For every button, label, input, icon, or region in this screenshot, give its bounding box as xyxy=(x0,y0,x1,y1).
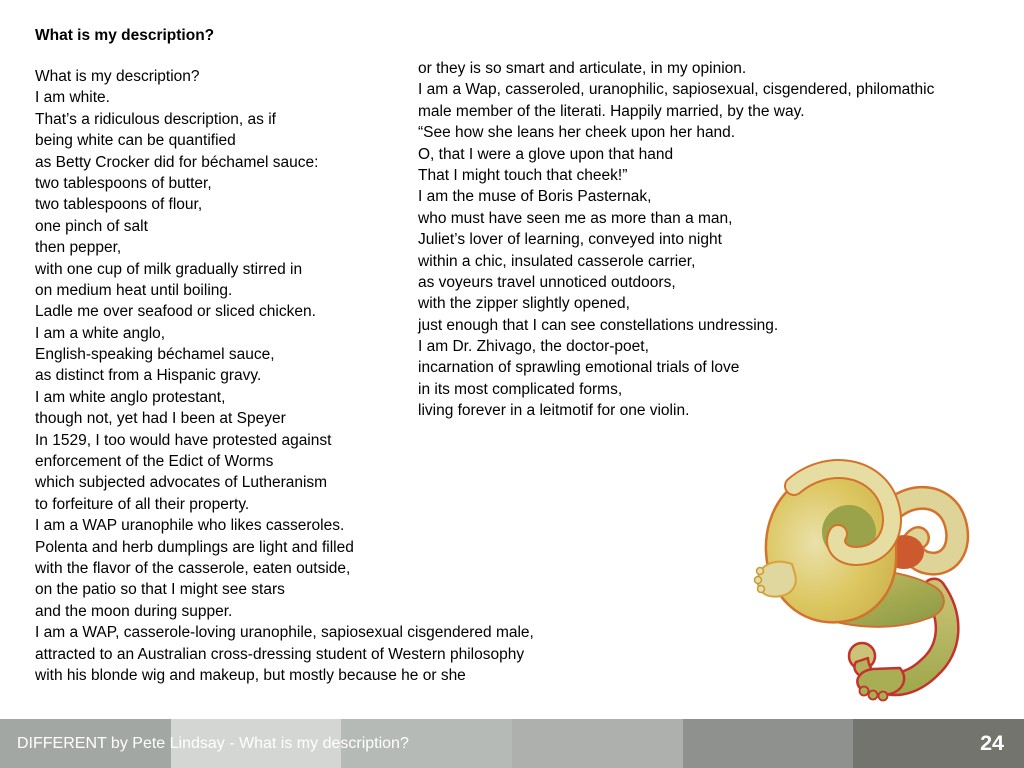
poem-line: with his blonde wig and makeup, but mostly because he or she xyxy=(35,666,466,684)
poem-line: incarnation of sprawling emotional trials of love xyxy=(418,359,740,377)
poem-line: I am white. xyxy=(35,89,110,107)
poem-line: I am a WAP, casserole-loving uranophile, sapiosexual cisgendered male, xyxy=(35,624,534,642)
poem-line: That’s a ridiculous description, as if xyxy=(35,110,276,128)
poem-line: within a chic, insulated casserole carrier, xyxy=(418,252,696,270)
footer-segment xyxy=(683,719,854,768)
poem-line: and the moon during supper. xyxy=(35,602,233,620)
poem-line: I am Dr. Zhivago, the doctor-poet, xyxy=(418,338,649,356)
poem-line: with one cup of milk gradually stirred in xyxy=(35,260,303,278)
poem-column-right xyxy=(418,58,934,422)
poem-line: “See how she leans her cheek upon her hand. xyxy=(418,124,736,142)
poem-line: In 1529, I too would have protested against xyxy=(35,431,332,449)
poem-line: enforcement of the Edict of Worms xyxy=(35,453,274,471)
page-number: 24 xyxy=(980,731,1004,755)
poem-line: male member of the literati. Happily married, by the way. xyxy=(418,102,805,120)
abstract-figure-painting xyxy=(752,452,992,702)
poem-line: two tablespoons of flour, xyxy=(35,196,203,214)
poem-line: in its most complicated forms, xyxy=(418,380,623,398)
footer-bar xyxy=(0,719,1024,768)
poem-line: living forever in a leitmotif for one violin. xyxy=(418,402,690,420)
poem-line: which subjected advocates of Lutheranism xyxy=(35,474,328,492)
poem-line: I am white anglo protestant, xyxy=(35,388,226,406)
poem-line: on the patio so that I might see stars xyxy=(35,581,285,599)
poem-line: O, that I were a glove upon that hand xyxy=(418,145,674,163)
poem-line: Polenta and herb dumplings are light and filled xyxy=(35,538,354,556)
figure-left-foot xyxy=(755,562,796,597)
poem-line: I am the muse of Boris Pasternak, xyxy=(418,188,652,206)
poem-line: though not, yet had I been at Speyer xyxy=(35,410,286,428)
abstract-figure-artwork xyxy=(752,452,992,702)
poem-line: What is my description? xyxy=(35,68,200,85)
footer-segment xyxy=(512,719,683,768)
poem-line: or they is so smart and articulate, in my opinion. xyxy=(418,60,747,77)
poem-line: I am a Wap, casseroled, uranophilic, sapiosexual, cisgendered, philomathic xyxy=(418,81,935,99)
poem-line: as Betty Crocker did for béchamel sauce: xyxy=(35,153,319,171)
poem-line: being white can be quantified xyxy=(35,132,236,150)
page-title: What is my description? xyxy=(35,27,215,44)
poem-line: two tablespoons of butter, xyxy=(35,174,212,192)
poem-line: with the flavor of the casserole, eaten outside, xyxy=(35,559,351,577)
poem-line: on medium heat until boiling. xyxy=(35,281,233,299)
poem-line: to forfeiture of all their property. xyxy=(35,495,250,513)
footer-title: DIFFERENT by Pete Lindsay - What is my description? xyxy=(17,734,409,752)
poem-line: then pepper, xyxy=(35,239,122,257)
poem-line: I am a white anglo, xyxy=(35,324,166,342)
poem-line: who must have seen me as more than a man, xyxy=(418,209,733,227)
poem-line: attracted to an Australian cross-dressing student of Western philosophy xyxy=(35,645,525,663)
poem-line: with the zipper slightly opened, xyxy=(418,295,630,313)
poem-line: Ladle me over seafood or sliced chicken. xyxy=(35,303,316,321)
poem-line: just enough that I can see constellations undressing. xyxy=(418,316,779,334)
poem-line: That I might touch that cheek!” xyxy=(418,166,628,184)
poem-line: one pinch of salt xyxy=(35,217,148,235)
poem-line: English-speaking béchamel sauce, xyxy=(35,346,275,364)
poem-line: Juliet’s lover of learning, conveyed into night xyxy=(418,231,722,249)
poem-line: as distinct from a Hispanic gravy. xyxy=(35,367,262,385)
poem-line: I am a WAP uranophile who likes casseroles. xyxy=(35,517,345,535)
poem-line: as voyeurs travel unnoticed outdoors, xyxy=(418,273,676,291)
